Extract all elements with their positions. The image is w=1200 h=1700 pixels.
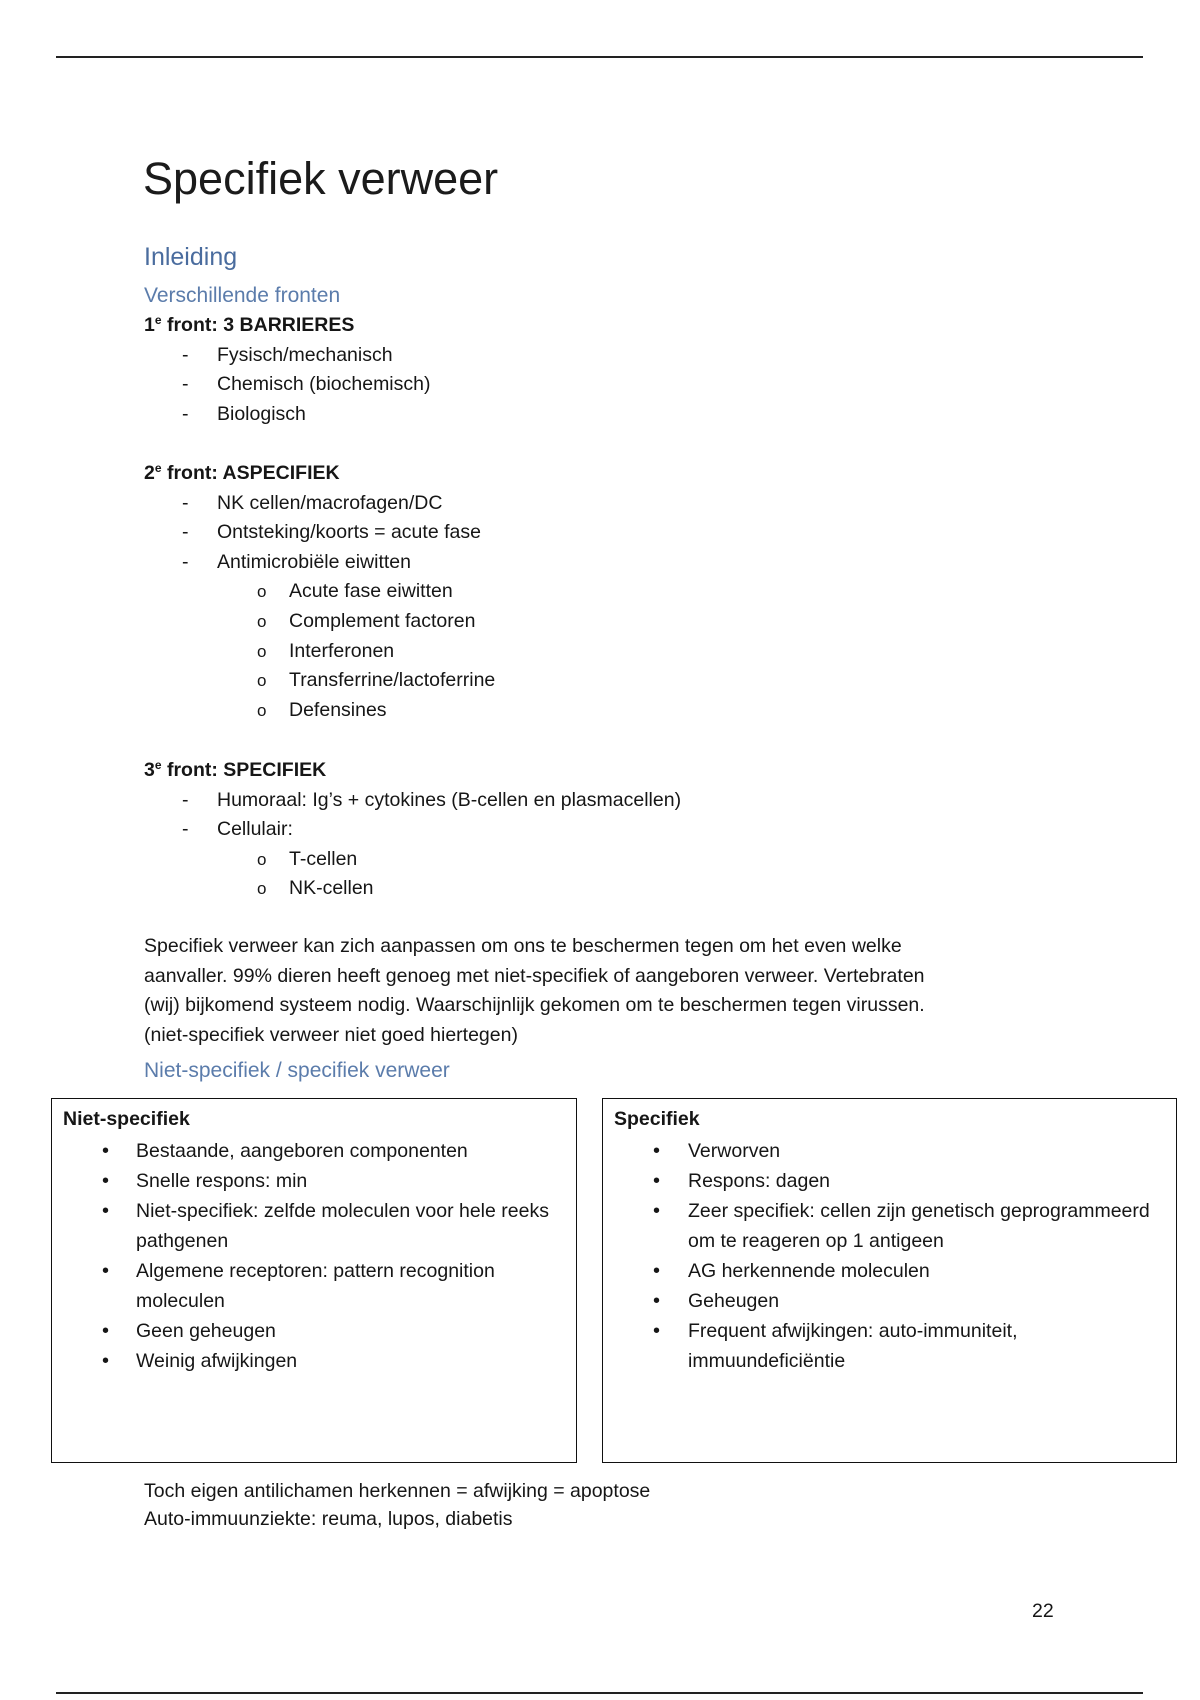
- list-item: - Humoraal: Ig’s + cytokines (B-cellen en plasmacellen): [144, 786, 681, 816]
- subsection-heading-fronten: Verschillende fronten: [144, 284, 341, 307]
- ordinal-suffix: e: [154, 758, 162, 772]
- front-2-section: [144, 459, 495, 725]
- bullet-item: • Algemene receptoren: pattern recognition moleculen: [52, 1256, 576, 1316]
- paragraph-line: aanvaller. 99% dieren heeft genoeg met niet-specifiek of aangeboren verweer. Vertebraten: [144, 964, 925, 987]
- header-rule: [56, 56, 1143, 58]
- paragraph-line: (wij) bijkomend systeem nodig. Waarschijnlijk gekomen om te beschermen tegen virussen.: [144, 994, 925, 1017]
- list-item: - Chemisch (biochemisch): [144, 370, 430, 400]
- list-item: - Ontsteking/koorts = acute fase: [144, 518, 495, 548]
- sub-list-item: o Acute fase eiwitten: [144, 577, 495, 607]
- list-item: - Cellulair:: [144, 815, 681, 845]
- niet-specifiek-box: [51, 1098, 577, 1463]
- list-item: - Antimicrobiële eiwitten: [144, 548, 495, 578]
- front-title: front: 3 BARRIERES: [166, 314, 355, 336]
- bullet-item: • Verworven: [603, 1136, 1176, 1166]
- page-title: Specifiek verweer: [143, 153, 499, 204]
- front-3-label: [144, 756, 681, 786]
- front-number: 2: [144, 462, 155, 484]
- paragraph-line: (niet-specifiek verweer niet goed hiertegen): [144, 1023, 518, 1046]
- specifiek-box: [602, 1098, 1177, 1463]
- bullet-item: • Snelle respons: min: [52, 1166, 576, 1196]
- page-number: 22: [1032, 1600, 1054, 1622]
- sub-list-item: o Interferonen: [144, 637, 495, 667]
- sub-list-item: o NK-cellen: [144, 874, 681, 904]
- front-title: front: ASPECIFIEK: [166, 462, 340, 484]
- ordinal-suffix: e: [154, 461, 162, 475]
- bullet-list: [603, 1136, 1176, 1376]
- bullet-item: • AG herkennende moleculen: [603, 1256, 1176, 1286]
- sub-list-item: o Defensines: [144, 696, 495, 726]
- bullet-item: • Respons: dagen: [603, 1166, 1176, 1196]
- bullet-item: • Zeer specifiek: cellen zijn genetisch geprogrammeerd om te reageren op 1 antigeen: [603, 1196, 1176, 1256]
- ordinal-suffix: e: [154, 313, 162, 327]
- bullet-item: • Niet-specifiek: zelfde moleculen voor hele reeks pathgenen: [52, 1196, 576, 1256]
- front-1-section: [144, 311, 430, 429]
- front-number: 1: [144, 314, 155, 336]
- sub-list-item: o T-cellen: [144, 845, 681, 875]
- closing-text: [144, 1477, 650, 1533]
- front-2-label: [144, 459, 495, 489]
- paragraph-line: Specifiek verweer kan zich aanpassen om ons te beschermen tegen om het even welke: [144, 935, 902, 957]
- bullet-item: • Geen geheugen: [52, 1316, 576, 1346]
- sub-list-item: o Complement factoren: [144, 607, 495, 637]
- bullet-item: • Bestaande, aangeboren componenten: [52, 1136, 576, 1166]
- bullet-item: • Frequent afwijkingen: auto-immuniteit, immuundeficiëntie: [603, 1316, 1176, 1376]
- sub-list-item: o Transferrine/lactoferrine: [144, 666, 495, 696]
- front-3-section: [144, 756, 681, 904]
- box-title: Specifiek: [614, 1108, 700, 1130]
- box-title: Niet-specifiek: [63, 1108, 190, 1130]
- section-heading-inleiding: Inleiding: [144, 243, 238, 271]
- list-item: - Fysisch/mechanisch: [144, 341, 430, 371]
- bullet-item: • Geheugen: [603, 1286, 1176, 1316]
- bullet-item: • Weinig afwijkingen: [52, 1346, 576, 1376]
- body-paragraph: [144, 932, 925, 1050]
- front-1-label: [144, 311, 430, 341]
- closing-line: Auto-immuunziekte: reuma, lupos, diabetis: [144, 1508, 513, 1530]
- closing-line: Toch eigen antilichamen herkennen = afwijking = apoptose: [144, 1480, 651, 1502]
- front-number: 3: [144, 759, 155, 781]
- subsection-heading-comparison: Niet-specifiek / specifiek verweer: [144, 1059, 450, 1082]
- front-title: front: SPECIFIEK: [166, 759, 327, 781]
- list-item: - NK cellen/macrofagen/DC: [144, 489, 495, 519]
- footer-rule: [56, 1692, 1143, 1694]
- bullet-list: [52, 1136, 576, 1376]
- list-item: - Biologisch: [144, 400, 430, 430]
